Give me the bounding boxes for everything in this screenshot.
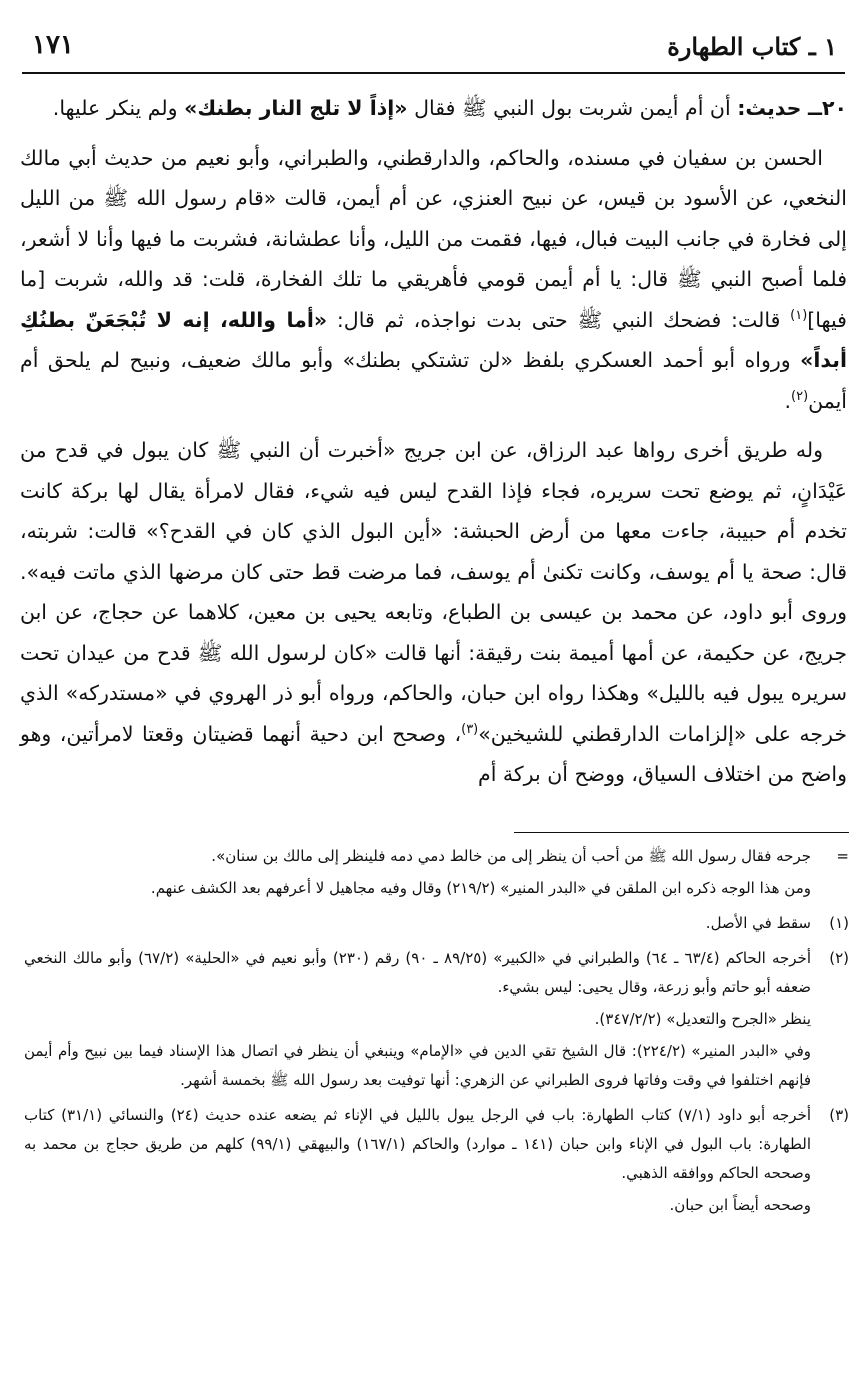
takhrij-text-2: قالت: فضحك النبي ﷺ حتى بدت نواجذه، ثم قال:: [336, 307, 781, 332]
takhrij-text-3: ورواه أبو أحمد العسكري بلفظ «لن تشتكي بطنك» وأبو مالك ضعيف، ونبيح لم يلحق أم أيمن: [20, 348, 847, 413]
footnote-ref-2: (٢): [791, 388, 809, 404]
footnote-marker: (٣): [829, 1106, 849, 1124]
footnote-text: سقط في الأصل.: [705, 914, 811, 932]
hadith-quote: «إذاً لا تلج النار بطنك»: [184, 96, 408, 120]
hadith-text-end: ولم ينكر عليها.: [52, 96, 178, 120]
hadith-label: حديث:: [737, 96, 802, 120]
footnote-text: وفي «البدر المنير» (٢٢٤/٢): قال الشيخ تقي الدين في «الإمام» وينبغي أن ينظر في اتصال هذا الإسناد فيما بين نبيح وأم أيمن فإنهم اختلفوا في وقت وفاتها فروى الطبراني عن الزهري: أنها توفيت بعد رسول الله ﷺ بخمسة أشهر.: [24, 1042, 811, 1089]
footnote-separator: [514, 832, 849, 833]
other-route-text-2: ، وصحح ابن دحية أنهما قضيتان وقعتا لامرأتين، وهو واضح من اختلاف السياق، ووضح أن بركة أم: [20, 721, 847, 786]
takhrij-text: الحسن بن سفيان في مسنده، والحاكم، والدارقطني، والطبراني، وأبو نعيم من حديث أبي مالك النخعي، عن الأسود بن قيس، عن نبيح العنزي، عن أم أيمن، قالت «قام رسول الله ﷺ من الليل إلى فخارة في جانب البيت فبال، فيها، فقمت من الليل، وأنا عطشانة، فشربت ما فيها وأنا لا أشعر، فلما أصبح النبي ﷺ قال: يا أم أيمن قومي فأهريقي ما تلك الفخارة، قلت: قد والله، شربت [ما فيها]: [20, 145, 847, 332]
hadith-number: ٢٠ــ: [807, 96, 847, 120]
takhrij-quote: «أما والله، إنه لا تُبْجَعَنّ بطنُكِ أبداً»: [20, 307, 847, 372]
footnotes: [24, 842, 849, 1226]
footnote-2: [24, 944, 849, 1095]
chapter-title: ١ ـ كتاب الطهارة: [667, 32, 837, 61]
hadith-text: أن أم أيمن شربت بول النبي ﷺ فقال: [414, 96, 731, 120]
footnote-ref-1: (١): [790, 307, 808, 323]
footnote-text: جرحه فقال رسول الله ﷺ من أحب أن ينظر إلى من خالط دمي دمه فلينظر إلى مالك بن سنان».: [211, 847, 811, 865]
hadith-paragraph: [20, 88, 847, 129]
footnote-text: وصححه أيضاً ابن حبان.: [669, 1196, 811, 1214]
footnote-ref-3: (٣): [461, 721, 479, 737]
footnote-text: أخرجه أبو داود (٧/١) كتاب الطهارة: باب في الرجل يبول بالليل في الإناء ثم يضعه عنده حديث (٢٤) والنسائي (٣١/١) كتاب الطهارة: باب البول في الإناء وابن حبان (١٤١ ـ موارد) والحاكم (١٦٧/١) والبيهقي (٩٩/١) كلهم من طريق حجاج بن محمد به وصححه الحاكم ووافقه الذهبي.: [24, 1106, 811, 1182]
other-route-paragraph: [20, 430, 847, 795]
page-header: [22, 28, 845, 74]
takhrij-end: .: [784, 388, 791, 413]
continuation-mark: =: [836, 847, 849, 865]
footnote-marker: (١): [829, 914, 849, 932]
other-route-text: وله طريق أخرى رواها عبد الرزاق، عن ابن جريج «أخبرت أن النبي ﷺ كان يبول في قدح من عَيْدَانٍ، ثم يوضع تحت سريره، فجاء فإذا القدح ليس فيه شيء، فقال لامرأة يقال لها بركة كانت تخدم أم حبيبة، جاءت معها من أرض الحبشة: «أين البول الذي كان في القدح؟» قالت: شربته، قال: صحة يا أم يوسف، وكانت تكنىٰ أم يوسف، فما مرضت قط حتى كان مرضها الذي ماتت فيه». وروى أبو داود، عن محمد بن عيسى بن الطباع، وتابعه يحيى بن معين، كلاهما عن حجاج، عن ابن جريج، عن حكيمة، عن أمها أميمة بنت رقيقة: أنها قالت «كان لرسول الله ﷺ قدح من عيدان تحت سريره يبول فيه بالليل» وهكذا رواه ابن حبان، والحاكم، ورواه أبو ذر الهروي في «مستدركه» الذي خرجه على «إلزامات الدارقطني للشيخين»: [20, 438, 847, 746]
takhrij-paragraph: [20, 138, 847, 422]
main-text: [20, 88, 847, 804]
page-number: ١٧١: [32, 30, 74, 60]
footnote-marker: (٢): [829, 949, 849, 967]
footnote-continued: [24, 842, 849, 903]
footnote-text: ينظر «الجرح والتعديل» (٣٤٧/٢/٢).: [594, 1010, 811, 1028]
footnote-3: [24, 1101, 849, 1220]
footnote-text: ومن هذا الوجه ذكره ابن الملقن في «البدر المنير» (٢١٩/٢) وقال وفيه مجاهيل لا أعرفهم بعد الكشف عنهم.: [150, 879, 811, 897]
footnote-text: أخرجه الحاكم (٦٣/٤ ـ ٦٤) والطبراني في «الكبير» (٨٩/٢٥ ـ ٩٠) رقم (٢٣٠) وأبو نعيم في «الحلية» (٦٧/٢) وأبو مالك النخعي ضعفه أبو حاتم وأبو زرعة، وقال يحيى: ليس بشيء.: [24, 949, 811, 996]
footnote-1: [24, 909, 849, 938]
